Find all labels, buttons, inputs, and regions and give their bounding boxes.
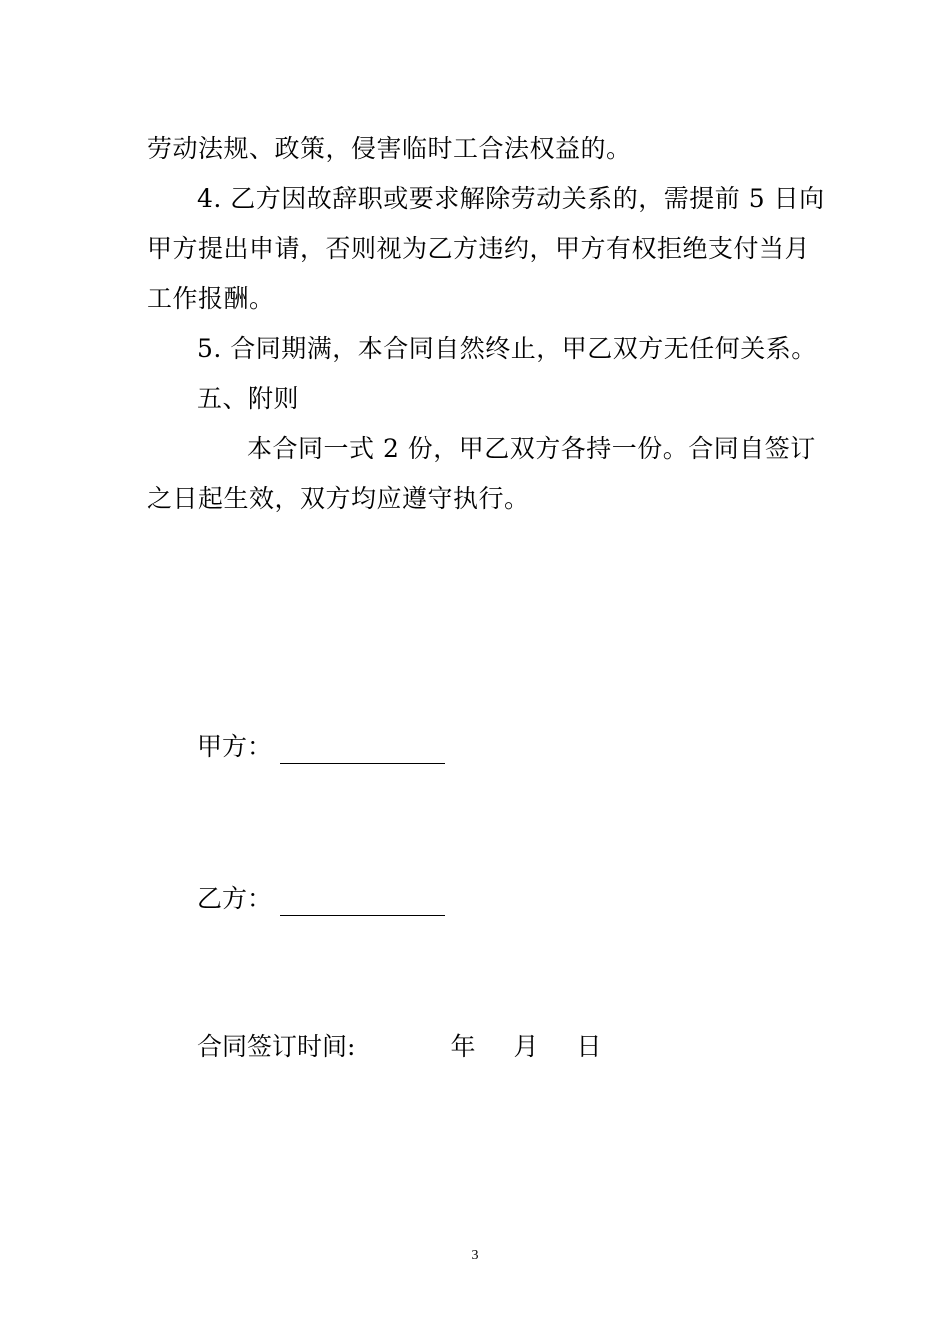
signing-date-row — [197, 1030, 601, 1064]
party-a-label: 甲方： — [197, 732, 273, 761]
page-number: 3 — [471, 1248, 479, 1263]
party-a-signature — [197, 730, 445, 764]
appendix-line-2: 之日起生效，双方均应遵守执行。 — [147, 484, 530, 513]
date-year-label: 年 — [450, 1032, 476, 1061]
party-b-label: 乙方： — [197, 884, 273, 913]
party-b-signature — [197, 882, 445, 916]
date-month-label: 月 — [513, 1032, 539, 1061]
appendix-line-1: 本合同一式 2 份，甲乙双方各持一份。合同自签订 — [247, 434, 816, 463]
clause-4-line-2: 甲方提出申请，否则视为乙方违约，甲方有权拒绝支付当月 — [147, 234, 811, 263]
section-heading-appendix: 五、附则 — [197, 384, 300, 413]
date-day-label: 日 — [576, 1032, 602, 1061]
clause-5: 5. 合同期满，本合同自然终止，甲乙双方无任何关系。 — [197, 334, 817, 363]
paragraph-line: 劳动法规、政策，侵害临时工合法权益的。 — [147, 134, 632, 163]
party-a-signature-blank — [280, 737, 445, 764]
party-b-signature-blank — [280, 889, 445, 916]
signing-date-label: 合同签订时间: — [197, 1032, 356, 1061]
clause-4-line-1: 4. 乙方因故辞职或要求解除劳动关系的，需提前 5 日向 — [197, 184, 825, 213]
clause-4-line-3: 工作报酬。 — [147, 284, 275, 313]
